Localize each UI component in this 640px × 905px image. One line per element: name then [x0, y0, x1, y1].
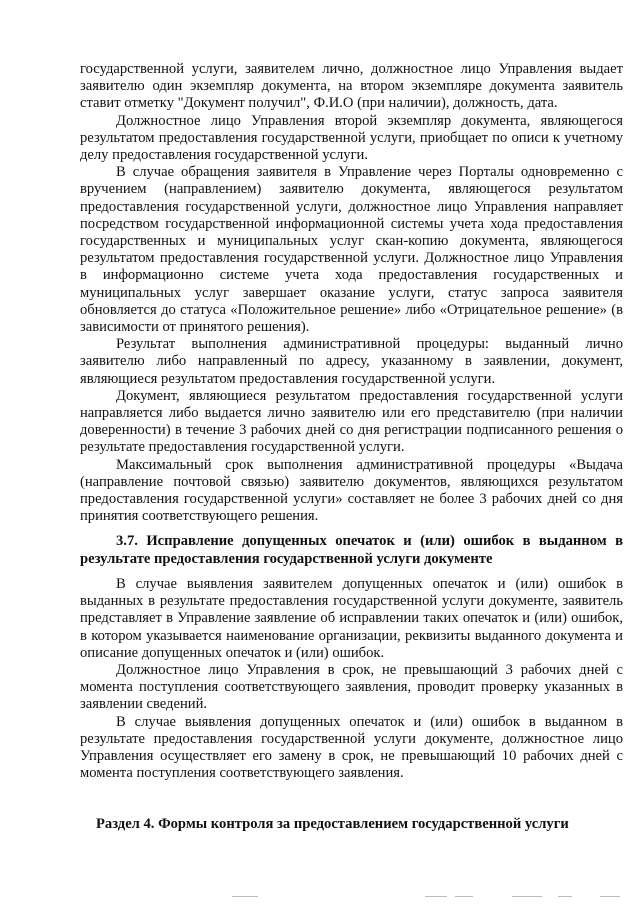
paragraph-document-delivery: Документ, являющиеся результатом предоставления государственной услуги направляется либо выдается лично заявителю или его представителю (при наличии доверенности) в течение 3 рабочих дней со дня регистрации подписанного решения о результате предоставления государственной услуги.: [80, 387, 623, 456]
paragraph-procedure-result: Результат выполнения административной процедуры: выданный лично заявителю либо направленный по адресу, указанному в заявлении, документ, являющиеся результатом предоставления государственной услуги.: [80, 336, 623, 387]
paragraph-portals: В случае обращения заявителя в Управление через Порталы одновременно с вручением (направлением) заявителю документа, являющегося результатом предоставления государственной услуги, должностное лицо Управления направляет посредством государственной информационной системы учета хода предоставления государственных и муниципальных услуг скан-копию документа, являющегося результатом предоставления государственной услуги. Должностное лицо Управления в информационно системе учета хода предоставления государственных и муниципальных услуг завершает оказание услуги, статус запроса заявителя обновляется до статуса «Положительное решение» либо «Отрицательное решение» (в зависимости от принятого решения).: [80, 164, 623, 336]
paragraph-result-issue-continued: государственной услуги, заявителем лично, должностное лицо Управления выдает заявителю один экземпляр документа, на втором экземпляре документа заявитель ставит отметку "Документ получил", Ф.И.О (при наличии), должность, дата.: [80, 61, 623, 112]
paragraph-error-detection: В случае выявления заявителем допущенных опечаток и (или) ошибок в выданных в результате предоставления государственной услуги документе, заявитель представляет в Управление заявление об исправлении таких опечаток и (или) ошибок, в котором указывается наименование организации, реквизиты выданного документа и описание допущенных опечаток и (или) ошибок.: [80, 575, 623, 661]
paragraph-replacement: В случае выявления допущенных опечаток и (или) ошибок в выданном в результате предоставления государственной услуги документе, должностное лицо Управления осуществляет его замену в срок, не превышающий 10 рабочих дней с момента поступления соответствующего заявления.: [80, 713, 623, 782]
paragraph-verification: Должностное лицо Управления в срок, не превышающий 3 рабочих дней с момента поступления соответствующего заявления, проводит проверку указанных в заявлении сведений.: [80, 661, 623, 713]
section-heading-3-7: 3.7. Исправление допущенных опечаток и (или) ошибок в выданном в результате предоставления государственной услуги документе: [80, 533, 623, 567]
scan-edge-marks: [0, 888, 640, 905]
paragraph-second-copy: Должностное лицо Управления второй экземпляр документа, являющегося результатом предоставления государственной услуги, приобщает по описи к учетному делу предоставления государственной услуги.: [80, 112, 623, 164]
paragraph-max-term: Максимальный срок выполнения административной процедуры «Выдача (направление почтовой связью) заявителю документов, являющихся результатом предоставления государственной услуги» составляет не более 3 рабочих дней со дня принятия соответствующего решения.: [80, 456, 623, 525]
chapter-heading-section-4: Раздел 4. Формы контроля за предоставлением государственной услуги: [96, 816, 569, 832]
document-page: [80, 61, 623, 782]
